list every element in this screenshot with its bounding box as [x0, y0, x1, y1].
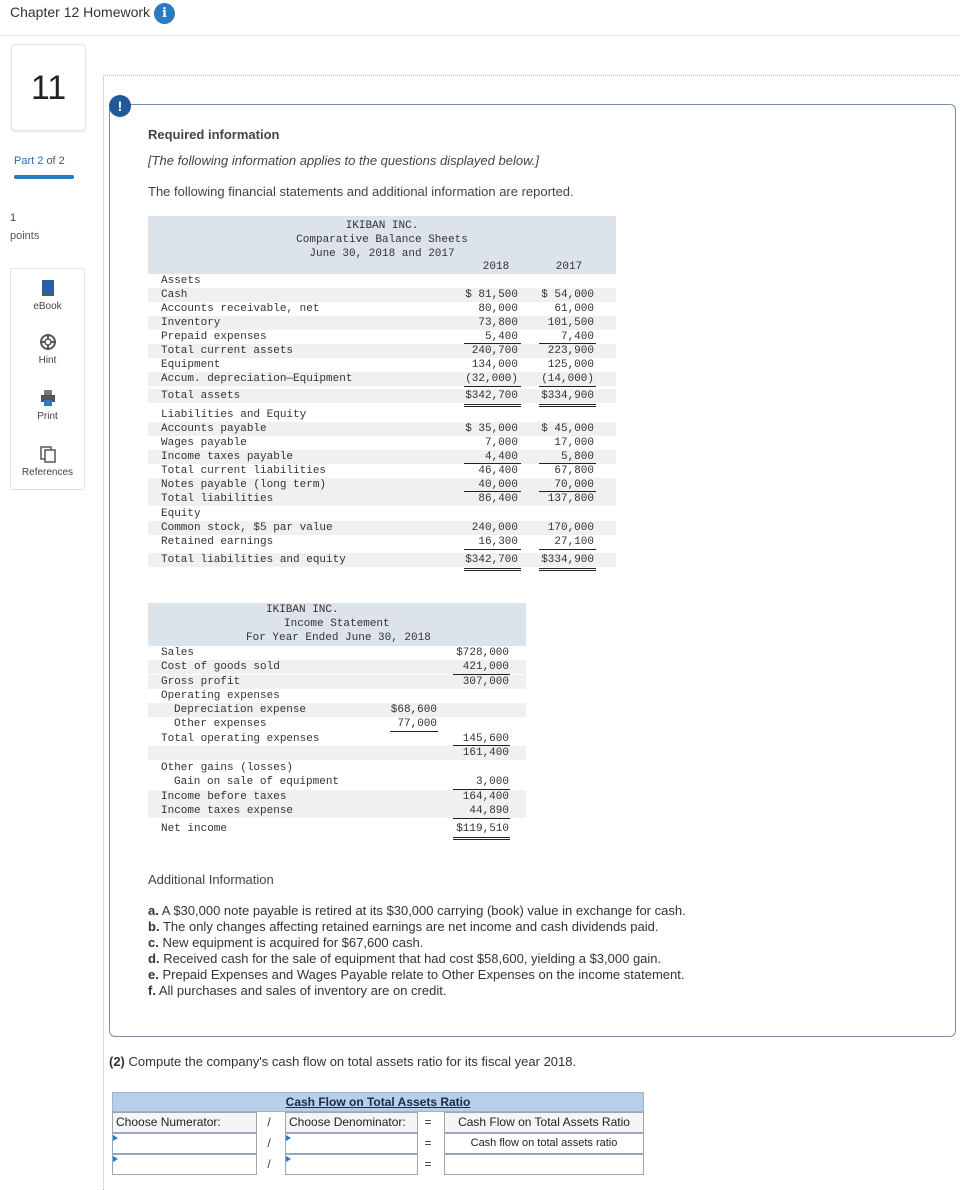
numerator-header: Choose Numerator:	[112, 1112, 257, 1133]
is-row-label: Net income	[161, 823, 228, 835]
is-outer-value: $728,000	[456, 647, 509, 659]
bs-row-label: Wages payable	[161, 437, 247, 449]
is-underline	[453, 818, 510, 819]
info-icon[interactable]: i	[154, 3, 175, 24]
print-button[interactable]	[11, 389, 84, 422]
result-input[interactable]	[444, 1154, 644, 1175]
alert-icon: !	[109, 95, 131, 117]
additional-item-letter: c.	[148, 935, 159, 950]
is-outer-value: 3,000	[475, 776, 509, 788]
bs-value-2018: (32,000)	[465, 373, 518, 385]
bs-value-2018: $ 35,000	[465, 423, 518, 435]
bs-value-2018: 46,400	[478, 465, 518, 477]
part-progress-bar	[14, 175, 74, 179]
required-note: [The following information applies to the questions displayed below.]	[148, 153, 539, 168]
is-row-label: Income before taxes	[161, 791, 287, 803]
bs-double-underline-2017	[539, 404, 596, 407]
bs-row-label: Total current liabilities	[161, 465, 327, 477]
is-row-label: Sales	[161, 647, 195, 659]
bs-row-label: Inventory	[161, 317, 221, 329]
answer-row	[112, 1154, 644, 1175]
bs-row-label: Accounts payable	[161, 423, 267, 435]
required-intro: The following financial statements and additional information are reported.	[148, 184, 574, 199]
bs-underline-2017	[539, 343, 596, 344]
is-underline	[390, 731, 438, 732]
question-number-card	[11, 44, 86, 131]
additional-item-letter: e.	[148, 967, 159, 982]
additional-item-text: Prepaid Expenses and Wages Payable relate to Other Expenses on the income statement.	[162, 967, 685, 982]
ebook-label: eBook	[33, 301, 62, 312]
is-outer-value: $119,510	[456, 823, 509, 835]
bs-value-2017: 5,800	[560, 451, 594, 463]
equals-symbol: =	[424, 1115, 432, 1129]
content-divider	[103, 75, 104, 1190]
is-double-underline	[453, 837, 510, 840]
documents-icon	[39, 445, 57, 463]
numerator-dropdown[interactable]	[112, 1154, 257, 1175]
bs-value-2017: 101,500	[547, 317, 594, 329]
bs-double-underline-2018	[464, 568, 521, 571]
part-of: of 2	[46, 155, 65, 167]
bs-underline-2018	[464, 343, 521, 344]
answer-table-caption: Cash Flow on Total Assets Ratio	[112, 1092, 644, 1112]
bs-value-2017: 170,000	[547, 522, 594, 534]
bs-value-2018: 73,800	[478, 317, 518, 329]
bs-row-label: Cash	[161, 289, 188, 301]
bs-double-underline-2017	[539, 568, 596, 571]
denominator-dropdown[interactable]	[285, 1154, 418, 1175]
is-period: For Year Ended June 30, 2018	[246, 632, 431, 644]
printer-icon	[39, 389, 57, 407]
bs-value-2017: 61,000	[554, 303, 594, 315]
is-row-label: Gain on sale of equipment	[174, 776, 340, 788]
denominator-dropdown[interactable]	[285, 1133, 418, 1154]
bs-value-2017: 125,000	[547, 359, 594, 371]
bs-value-2017: 17,000	[554, 437, 594, 449]
bs-value-2018: 134,000	[471, 359, 518, 371]
bs-value-2018: 4,400	[484, 451, 518, 463]
is-inner-value: $68,600	[390, 704, 437, 716]
additional-item	[148, 967, 686, 983]
bs-row-label: Retained earnings	[161, 536, 274, 548]
bs-row-label: Assets	[161, 275, 201, 287]
bs-row-label: Common stock, $5 par value	[161, 522, 333, 534]
part-current: 2	[37, 155, 44, 167]
tools-panel	[10, 268, 85, 490]
additional-item	[148, 919, 686, 935]
bs-value-2017: 67,800	[554, 465, 594, 477]
is-row-label: Other expenses	[174, 718, 267, 730]
balance-sheet	[148, 216, 616, 580]
bs-row-label: Total liabilities	[161, 493, 274, 505]
income-statement	[148, 603, 526, 849]
additional-item-letter: d.	[148, 951, 160, 966]
bs-row-label: Prepaid expenses	[161, 331, 267, 343]
bs-underline-2017	[539, 463, 596, 464]
task-text: Compute the company's cash flow on total assets ratio for its fiscal year 2018.	[128, 1054, 577, 1069]
points-label: points	[10, 230, 40, 242]
additional-item	[148, 951, 686, 967]
bs-row-label: Liabilities and Equity	[161, 409, 307, 421]
ebook-icon	[39, 279, 57, 297]
additional-item-text: A $30,000 note payable is retired at its $30,000 carrying (book) value in exchange for cash.	[161, 903, 686, 918]
bs-value-2018: 86,400	[478, 493, 518, 505]
bs-value-2018: $342,700	[465, 390, 518, 402]
additional-item-letter: f.	[148, 983, 156, 998]
bs-row-label: Total assets	[161, 390, 241, 402]
bs-value-2018: 80,000	[478, 303, 518, 315]
bs-value-2018: $342,700	[465, 554, 518, 566]
is-outer-value: 44,890	[469, 805, 509, 817]
bs-double-underline-2018	[464, 404, 521, 407]
is-inner-value: 77,000	[397, 718, 437, 730]
bs-value-2018: $ 81,500	[465, 289, 518, 301]
bs-value-2018: 5,400	[484, 331, 518, 343]
numerator-dropdown[interactable]	[112, 1133, 257, 1154]
is-row-label: Depreciation expense	[174, 704, 307, 716]
lifebuoy-icon	[39, 333, 57, 351]
bs-col-2018: 2018	[482, 261, 510, 273]
bs-underline-2018	[464, 491, 521, 492]
bs-value-2017: 70,000	[554, 479, 594, 491]
top-divider	[103, 75, 960, 76]
is-row-label: Income taxes expense	[161, 805, 294, 817]
part-indicator	[14, 155, 65, 167]
bs-row-label: Equipment	[161, 359, 221, 371]
bs-value-2018: 240,700	[471, 345, 518, 357]
is-outer-value: 164,400	[462, 791, 509, 803]
divide-symbol: /	[267, 1136, 271, 1150]
bs-value-2017: 7,400	[560, 331, 594, 343]
additional-item-text: Received cash for the sale of equipment that had cost $58,600, yielding a $3,000 gain.	[163, 951, 662, 966]
is-company: IKIBAN INC.	[266, 604, 339, 616]
hint-label: Hint	[38, 355, 57, 366]
additional-info-title: Additional Information	[148, 872, 274, 887]
is-row-label: Cost of goods sold	[161, 661, 280, 673]
divide-symbol: /	[267, 1115, 271, 1129]
references-button[interactable]	[11, 445, 84, 478]
additional-item-text: All purchases and sales of inventory are on credit.	[158, 983, 447, 998]
additional-item-text: New equipment is acquired for $67,600 cash.	[162, 935, 424, 950]
bs-underline-2018	[464, 463, 521, 464]
bs-title: Comparative Balance Sheets	[296, 234, 468, 246]
print-label: Print	[37, 411, 58, 422]
divide-symbol: /	[267, 1157, 271, 1171]
bs-row-label: Equity	[161, 508, 201, 520]
is-title: Income Statement	[284, 618, 390, 630]
bs-row-label: Income taxes payable	[161, 451, 294, 463]
is-row-label: Total operating expenses	[161, 733, 320, 745]
bs-underline-2018	[464, 549, 521, 550]
points-value: 1	[10, 212, 17, 224]
is-outer-value: 307,000	[462, 676, 509, 688]
bs-row-label: Notes payable (long term)	[161, 479, 327, 491]
bs-value-2018: 7,000	[484, 437, 518, 449]
bs-row-label: Accounts receivable, net	[161, 303, 320, 315]
ebook-button[interactable]	[11, 279, 84, 312]
is-underline	[453, 789, 510, 790]
is-underline	[453, 745, 510, 746]
answer-row	[112, 1133, 644, 1154]
question-number: 11	[30, 69, 67, 107]
references-label: References	[21, 467, 74, 478]
bs-value-2017: 27,100	[554, 536, 594, 548]
bs-value-2017: $ 45,000	[541, 423, 594, 435]
equals-symbol: =	[424, 1136, 432, 1150]
bs-date: June 30, 2018 and 2017	[309, 248, 455, 260]
part-label: Part	[14, 155, 35, 167]
bs-row-label: Accum. depreciation—Equipment	[161, 373, 353, 385]
bs-col-2017: 2017	[555, 261, 583, 273]
bs-value-2017: $334,900	[541, 554, 594, 566]
bs-row-label: Total current assets	[161, 345, 294, 357]
result-header: Cash Flow on Total Assets Ratio	[444, 1112, 644, 1133]
is-underline	[453, 674, 510, 675]
is-row-label: Gross profit	[161, 676, 241, 688]
additional-item-text: The only changes affecting retained earnings are net income and cash dividends paid.	[162, 919, 659, 934]
additional-item-letter: a.	[148, 903, 159, 918]
bs-value-2017: $ 54,000	[541, 289, 594, 301]
bs-underline-2017	[539, 549, 596, 550]
bs-row-label: Total liabilities and equity	[161, 554, 346, 566]
assignment-title: Chapter 12 Homework	[10, 4, 151, 20]
bs-company: IKIBAN INC.	[345, 220, 419, 232]
top-bar	[0, 0, 960, 36]
denominator-header: Choose Denominator:	[285, 1112, 418, 1133]
additional-item-letter: b.	[148, 919, 160, 934]
bs-underline-2018	[464, 386, 521, 387]
bs-value-2017: (14,000)	[541, 373, 594, 385]
result-label: Cash flow on total assets ratio	[444, 1133, 644, 1154]
answer-header-row	[112, 1112, 644, 1133]
additional-item	[148, 983, 686, 999]
task-prompt	[109, 1054, 576, 1069]
is-row-label: Operating expenses	[161, 690, 280, 702]
bs-underline-2017	[539, 491, 596, 492]
bs-underline-2017	[539, 386, 596, 387]
bs-value-2018: 40,000	[478, 479, 518, 491]
additional-item	[148, 903, 686, 919]
bs-value-2017: 223,900	[547, 345, 594, 357]
required-title: Required information	[148, 127, 280, 142]
bs-value-2017: $334,900	[541, 390, 594, 402]
additional-item	[148, 935, 686, 951]
bs-value-2018: 16,300	[478, 536, 518, 548]
bs-value-2017: 137,800	[547, 493, 594, 505]
additional-info-list	[148, 903, 686, 999]
task-prefix: (2)	[109, 1054, 125, 1069]
is-outer-value: 421,000	[462, 661, 509, 673]
equals-symbol: =	[424, 1157, 432, 1171]
bs-value-2018: 240,000	[471, 522, 518, 534]
is-outer-value: 145,600	[462, 733, 509, 745]
is-outer-value: 161,400	[462, 747, 509, 759]
hint-button[interactable]	[11, 333, 84, 366]
is-row-label: Other gains (losses)	[161, 762, 294, 774]
